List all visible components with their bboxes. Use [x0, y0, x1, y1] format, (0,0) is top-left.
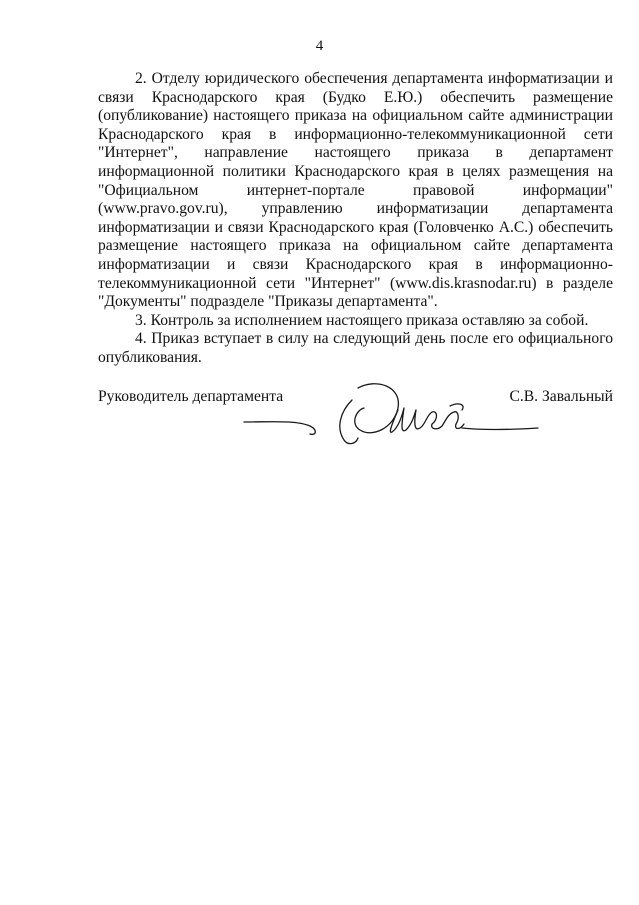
handwritten-signature [240, 372, 540, 454]
paragraph-3: 3. Контроль за исполнением настоящего приказа оставляю за собой. [135, 311, 589, 329]
signatory-position: Руководитель департамента [98, 388, 284, 405]
paragraph-2: 2. Отделу юридического обеспечения департамента информатизации и связи Краснодарского края (Будко Е.Ю.) обеспечить размещение (опубликование) настоящего приказа на официальном сайте администрации Краснодарского края в информационно-телекоммуникационной сети "Интернет", направление настоящего приказа в департамент информационной политики Краснодарского края в целях размещения на "Официальном интернет-портале правовой информации" (www.pravo.gov.ru), управлению информатизации департамента информатизации и связи Краснодарского края (Головченко А.С.) обеспечить размещение настоящего приказа на официальном сайте департамента информатизации и связи Краснодарского края в информационно-телекоммуникационной сети "Интернет" (www.dis.krasnodar.ru) в разделе "Документы" подразделе "Приказы департамента". [98, 70, 613, 311]
document-body [98, 70, 613, 368]
page-number: 4 [315, 38, 324, 54]
paragraph-4: 4. Приказ вступает в силу на следующий день после его официального опубликования. [98, 330, 613, 366]
signatory-name: С.В. Завальный [509, 388, 613, 405]
